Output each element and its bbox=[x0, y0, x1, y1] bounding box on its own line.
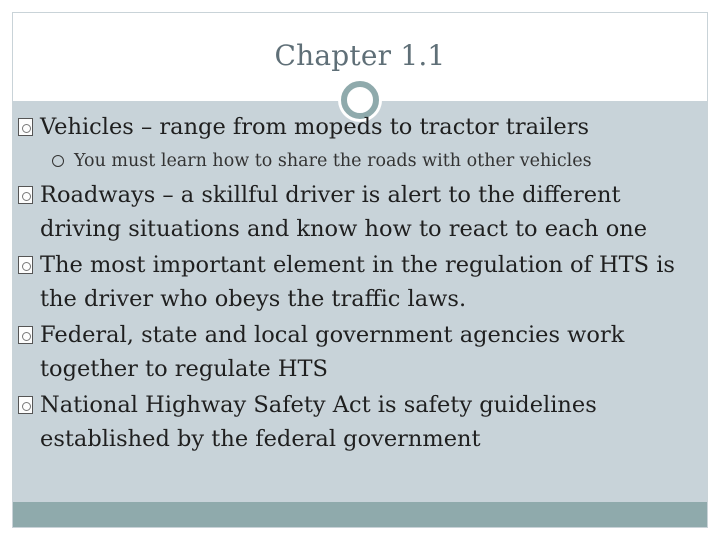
bullet-text: National Highway Safety Act is safety guidelines established by the federal government bbox=[40, 392, 597, 452]
bullet-text: Vehicles – range from mopeds to tractor trailers bbox=[40, 114, 590, 140]
bullet-item-most-important bbox=[18, 248, 702, 316]
bullet-list bbox=[18, 110, 702, 458]
sub-bullet-item-share-roads bbox=[18, 146, 702, 176]
square-bullet-icon bbox=[18, 256, 33, 274]
square-bullet-icon bbox=[18, 396, 33, 414]
square-bullet-icon bbox=[18, 186, 33, 204]
sub-bullet-text: You must learn how to share the roads with other vehicles bbox=[74, 151, 592, 171]
bullet-text: Federal, state and local government agencies work together to regulate HTS bbox=[40, 322, 625, 382]
footer-bar bbox=[13, 502, 707, 527]
bullet-item-roadways bbox=[18, 178, 702, 246]
slide-title: Chapter 1.1 bbox=[274, 39, 446, 72]
bullet-text: Roadways – a skillful driver is alert to the different driving situations and know how to react to each one bbox=[40, 182, 648, 242]
bullet-item-safety-act bbox=[18, 388, 702, 456]
bullet-text: The most important element in the regulation of HTS is the driver who obeys the traffic laws. bbox=[40, 252, 675, 312]
hollow-circle-bullet-icon bbox=[52, 155, 64, 167]
bullet-item-vehicles bbox=[18, 110, 702, 144]
square-bullet-icon bbox=[18, 326, 33, 344]
square-bullet-icon bbox=[18, 118, 33, 136]
bullet-item-agencies bbox=[18, 318, 702, 386]
